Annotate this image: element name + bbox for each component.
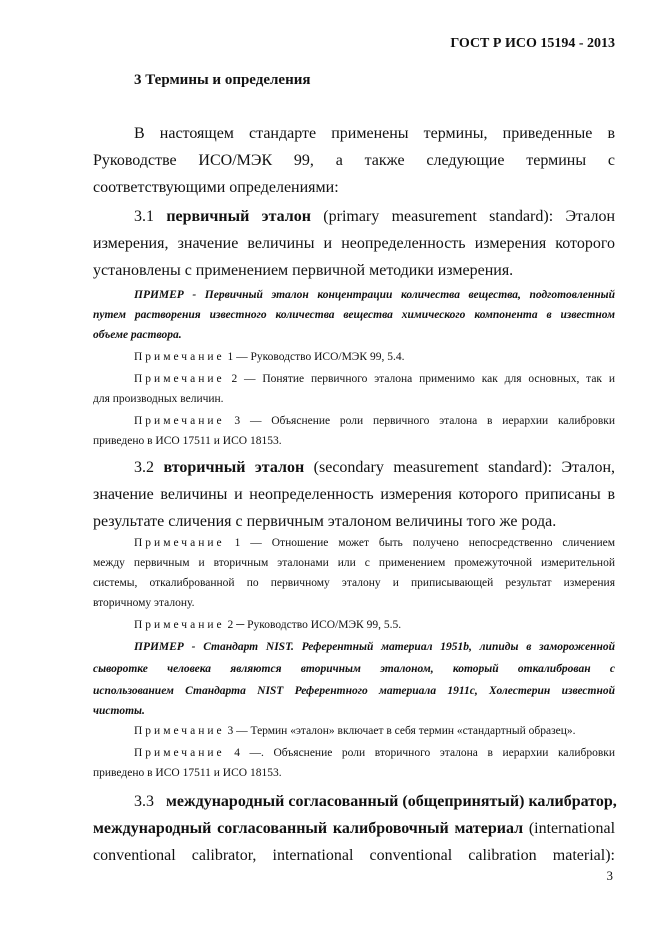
example-1-line-2: путем растворения известного количества вещества химического компонента в известном (93, 309, 615, 321)
note-3-1-2-line-1 (134, 370, 615, 388)
example-2-line-1: ПРИМЕР - Стандарт NIST. Референтный материал 1951b, липиды в замороженной (134, 641, 615, 653)
note-3-2-1-line-2: между первичным и вторичным эталонами или с применением промежуточной измерительной (93, 557, 615, 569)
term-3-1-english: (primary measurement standard): Эталон (323, 208, 615, 225)
term-3-1-line-1 (134, 203, 615, 230)
term-3-3-name-1: международный согласованный (общепринятый) калибратор, (166, 793, 617, 810)
term-3-1-line-2: измерения, значение величины и неопределенность измерения которого (93, 235, 615, 252)
note-3-2-1-line-3: системы, откалиброванной по первичному эталону и приписывающей результат измерения (93, 577, 615, 589)
note-3-1-3-line-2: приведено в ИСО 17511 и ИСО 18153. (93, 435, 282, 447)
term-3-3-line-3: conventional calibrator, international conventional calibration material): (93, 847, 615, 864)
example-2-line-2: сыворотке человека являются вторичным эталоном, который откалиброван с (93, 663, 615, 675)
term-3-3-line-2 (93, 815, 615, 842)
note-3-1-1 (134, 348, 615, 366)
note-3-2-3 (134, 722, 615, 740)
example-1-line-1: ПРИМЕР - Первичный эталон концентрации количества вещества, подготовленный (134, 289, 615, 301)
term-3-3-number: 3.3 (134, 793, 154, 810)
intro-line-2: Руководстве ИСО/МЭК 99, а также следующие термины с (93, 152, 615, 169)
example-2-line-4: чистоты. (93, 705, 145, 717)
note-3-2-2 (134, 616, 615, 634)
example-1-line-3: объеме раствора. (93, 329, 182, 341)
term-3-3-english-1: (international (528, 820, 616, 837)
example-2-line-3: использованием Стандарта NIST Референтного материала 1911c, Холестерин известной (93, 685, 615, 697)
section-title: 3 Термины и определения (134, 72, 311, 88)
intro-line-3: соответствующими определениями: (93, 179, 339, 196)
note-3-1-2-line-2: для производных величин. (93, 393, 224, 405)
note-3-1-1-text: 1 — Руководство ИСО/МЭК 99, 5.4. (227, 351, 405, 363)
term-3-1-line-3: установлены с применением первичной методики измерения. (93, 262, 514, 279)
term-3-3-line-1 (134, 788, 615, 815)
term-3-2-line-3: результате сличения с первичным эталоном величины того же рода. (93, 513, 557, 530)
note-3-1-2-text: 2 — Понятие первичного эталона применимо как для основных, так и (231, 373, 615, 385)
note-word: Примечание (134, 747, 225, 759)
term-3-2-number: 3.2 (134, 459, 154, 476)
note-3-1-3-text: 3 — Объяснение роли первичного эталона в иерархии калибровки (234, 415, 615, 427)
note-3-2-2-text: 2 ─ Руководство ИСО/МЭК 99, 5.5. (227, 619, 402, 631)
term-3-1-number: 3.1 (134, 208, 154, 225)
note-3-2-4-line-2: приведено в ИСО 17511 и ИСО 18153. (93, 767, 282, 779)
term-3-3-name-2: международный согласованный калибровочный материал (93, 820, 524, 837)
note-3-1-3-line-1 (134, 412, 615, 430)
term-3-1-name: первичный эталон (166, 208, 311, 225)
note-word: Примечание (134, 537, 225, 549)
document-header: ГОСТ Р ИСО 15194 - 2013 (450, 36, 615, 51)
note-3-2-4-line-1 (134, 744, 615, 762)
note-word: Примечание (134, 725, 225, 737)
term-3-2-english: (secondary measurement standard): Эталон, (313, 459, 616, 476)
term-3-2-line-1 (134, 454, 615, 481)
note-3-2-1-text: 1 — Отношение может быть получено непосредственно сличением (234, 537, 616, 549)
term-3-2-line-2: значение величины и неопределенность измерения которого приписаны в (93, 486, 615, 503)
note-word: Примечание (134, 373, 225, 385)
note-3-2-4-text: 4 —. Объяснение роли вторичного эталона в иерархии калибровки (234, 747, 615, 759)
note-word: Примечание (134, 351, 225, 363)
term-3-2-name: вторичный эталон (163, 459, 305, 476)
note-3-2-3-text: 3 — Термин «эталон» включает в себя термин «стандартный образец». (227, 725, 576, 737)
page-number: 3 (606, 868, 613, 883)
note-word: Примечание (134, 415, 225, 427)
note-3-2-1-line-4: вторичному эталону. (93, 597, 195, 609)
note-word: Примечание (134, 619, 225, 631)
note-3-2-1-line-1 (134, 534, 615, 552)
intro-line-1: В настоящем стандарте применены термины, приведенные в (134, 125, 615, 142)
